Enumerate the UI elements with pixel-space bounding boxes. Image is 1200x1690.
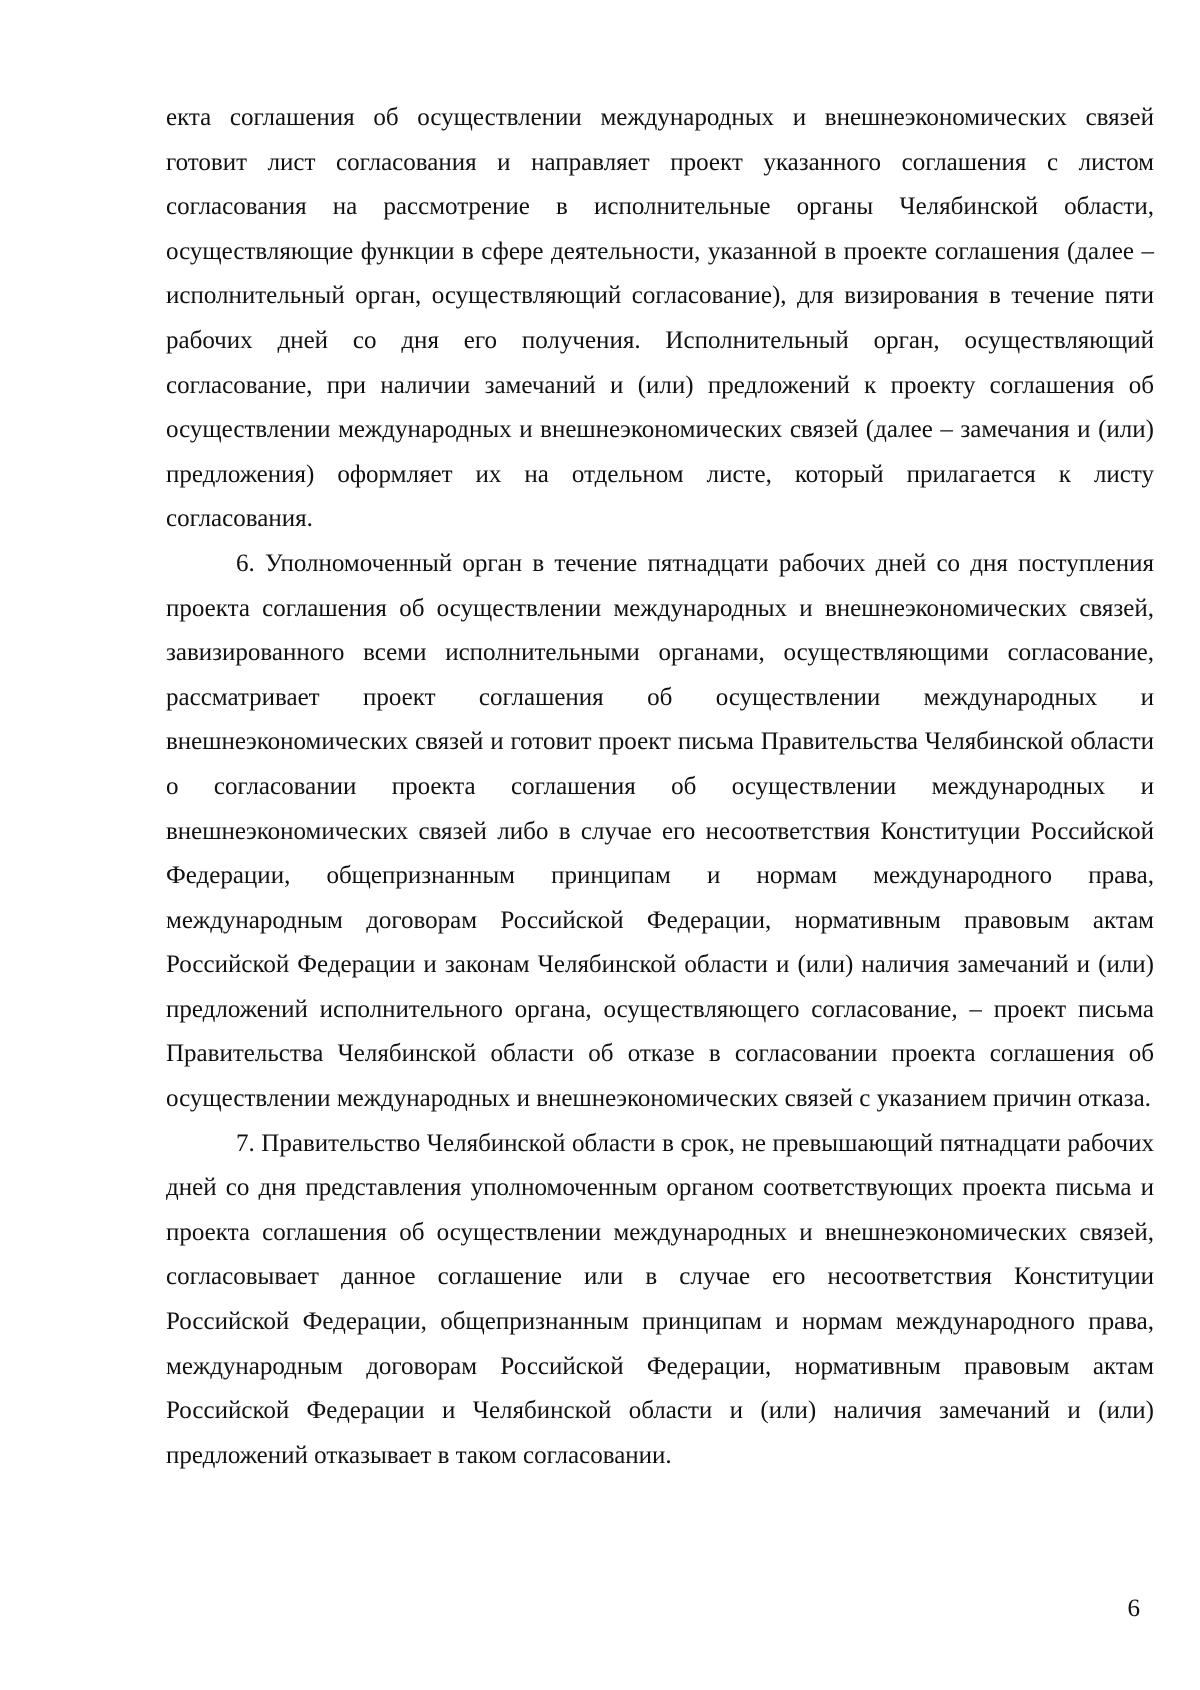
paragraph-continuation: екта соглашения об осуществлении международных и внешнеэкономических связей готовит лист согласования и направляет проект указанного соглашения с листом согласования на рассмотрение в исполнительные органы Челябинской области, осуществляющие функции в сфере деятельности, указанной в проекте соглашения (далее – исполнительный орган, осуществляющий согласование), для визирования в течение пяти рабочих дней со дня его получения. Исполнительный орган, осуществляющий согласование, при наличии замечаний и (или) предложений к проекту соглашения об осуществлении международных и внешнеэкономических связей (далее – замечания и (или) предложения) оформляет их на отдельном листе, который прилагается к листу согласования. [166,104,1154,533]
paragraph-item-6: 6. Уполномоченный орган в течение пятнадцати рабочих дней со дня поступления проекта соглашения об осуществлении международных и внешнеэкономических связей, завизированного всеми исполнительными органами, осуществляющими согласование, рассматривает проект соглашения об осуществлении международных и внешнеэкономических связей и готовит проект письма Правительства Челябинской области о согласовании проекта соглашения об осуществлении международных и внешнеэкономических связей либо в случае его несоответствия Конституции Российской Федерации, общепризнанным принципам и нормам международного права, международным договорам Российской Федерации, нормативным правовым актам Российской Федерации и законам Челябинской области и (или) наличия замечаний и (или) предложений исполнительного органа, осуществляющего согласование, – проект письма Правительства Челябинской области об отказе в согласовании проекта соглашения об осуществлении международных и внешнеэкономических связей с указанием причин отказа. [166,549,1154,1113]
paragraph-item-7: 7. Правительство Челябинской области в срок, не превышающий пятнадцати рабочих дней со дня представления уполномоченным органом соответствующих проекта письма и проекта соглашения об осуществлении международных и внешнеэкономических связей, согласовывает данное соглашение или в случае его несоответствия Конституции Российской Федерации, общепризнанным принципам и нормам международного права, международным договорам Российской Федерации, нормативным правовым актам Российской Федерации и Челябинской области и (или) наличия замечаний и (или) предложений отказывает в таком согласовании. [166,1129,1154,1469]
document-body [166,96,1154,1478]
page-number: 6 [1127,1595,1140,1622]
